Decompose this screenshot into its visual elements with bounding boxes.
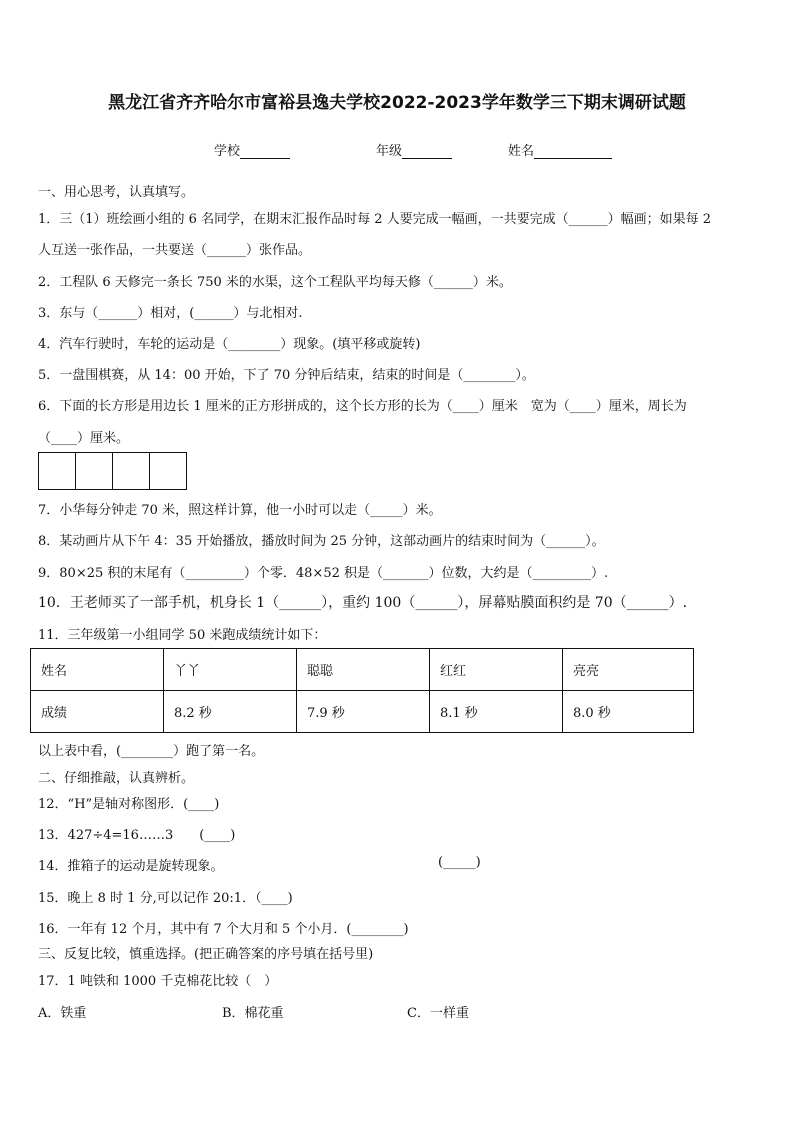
name-label: 姓名 xyxy=(508,144,535,159)
name-field xyxy=(508,140,612,159)
question-15: 15．晚上 8 时 1 分,可以记作 20:1．（____) xyxy=(38,891,293,906)
table-cell: 成绩 xyxy=(31,691,164,733)
table-cell: 8.1 秒 xyxy=(430,691,563,733)
question-10: 10．王老师买了一部手机，机身长 1（______），重约 100（______），屏幕贴膜面积约是 70（______）. xyxy=(38,595,688,611)
option-a: A．铁重 xyxy=(38,1006,87,1021)
question-12: 12．“H”是轴对称图形．(____) xyxy=(38,797,220,812)
question-11-followup: 以上表中看，(________）跑了第一名。 xyxy=(38,744,265,759)
scores-table xyxy=(30,648,694,733)
section-2-heading: 二、仔细推敲，认真辨析。 xyxy=(38,771,195,786)
table-cell: 8.0 秒 xyxy=(563,691,694,733)
question-3: 3．东与（______）相对，(______）与北相对. xyxy=(38,306,303,321)
table-cell: 聪聪 xyxy=(297,649,430,691)
question-6-cont: （____）厘米。 xyxy=(38,431,130,446)
question-14-paren: (_____) xyxy=(438,855,481,870)
school-blank[interactable] xyxy=(240,144,290,159)
school-field xyxy=(214,140,290,159)
table-row xyxy=(31,691,694,733)
question-14: 14．推箱子的运动是旋转现象。 xyxy=(38,859,224,874)
question-1-cont: 人互送一张作品，一共要送（______）张作品。 xyxy=(38,243,312,258)
table-cell: 姓名 xyxy=(31,649,164,691)
table-cell: 7.9 秒 xyxy=(297,691,430,733)
question-9: 9．80×25 积的末尾有（_________）个零．48×52 积是（_______）位数，大约是（_________）. xyxy=(38,566,609,581)
question-16: 16．一年有 12 个月，其中有 7 个大月和 5 个小月．(________) xyxy=(38,922,409,937)
question-11: 11．三年级第一小组同学 50 米跑成绩统计如下： xyxy=(38,628,327,643)
table-row xyxy=(31,649,694,691)
option-c: C．一样重 xyxy=(407,1006,469,1021)
grade-label: 年级 xyxy=(376,144,403,159)
question-17: 17．1 吨铁和 1000 千克棉花比较（ ） xyxy=(38,974,278,989)
question-13: 13．427÷4=16……3 (____) xyxy=(38,828,236,843)
table-cell: 红红 xyxy=(430,649,563,691)
question-4: 4．汽车行驶时，车轮的运动是（________）现象。(填平移或旋转) xyxy=(38,337,421,352)
grade-blank[interactable] xyxy=(402,144,452,159)
name-blank[interactable] xyxy=(534,144,612,159)
grid-square xyxy=(112,452,150,490)
table-cell: 亮亮 xyxy=(563,649,694,691)
section-3-heading: 三、反复比较，慎重选择。(把正确答案的序号填在括号里) xyxy=(38,947,374,962)
table-cell: 8.2 秒 xyxy=(164,691,297,733)
question-1: 1．三（1）班绘画小组的 6 名同学，在期末汇报作品时每 2 人要完成一幅画，一共要完成（______）幅画；如果每 2 xyxy=(38,212,712,227)
question-2: 2．工程队 6 天修完一条长 750 米的水渠，这个工程队平均每天修（______）米。 xyxy=(38,275,512,290)
grid-square xyxy=(149,452,187,490)
rectangle-grid-figure xyxy=(38,452,187,490)
grade-field xyxy=(376,140,452,159)
page-title: 黑龙江省齐齐哈尔市富裕县逸夫学校2022-2023学年数学三下期末调研试题 xyxy=(108,93,686,113)
grid-square xyxy=(38,452,76,490)
option-b: B．棉花重 xyxy=(222,1006,284,1021)
question-5: 5．一盘围棋赛，从 14：00 开始，下了 70 分钟后结束，结束的时间是（________）。 xyxy=(38,368,535,383)
section-1-heading: 一、用心思考，认真填写。 xyxy=(38,185,195,200)
question-6: 6．下面的长方形是用边长 1 厘米的正方形拼成的，这个长方形的长为（____）厘米 宽为（____）厘米，周长为 xyxy=(38,399,687,414)
grid-square xyxy=(75,452,113,490)
question-8: 8．某动画片从下午 4：35 开始播放，播放时间为 25 分钟，这部动画片的结束时间为（______）。 xyxy=(38,534,605,549)
question-7: 7．小华每分钟走 70 米，照这样计算，他一小时可以走（_____）米。 xyxy=(38,503,442,518)
school-label: 学校 xyxy=(214,144,241,159)
table-cell: 丫丫 xyxy=(164,649,297,691)
